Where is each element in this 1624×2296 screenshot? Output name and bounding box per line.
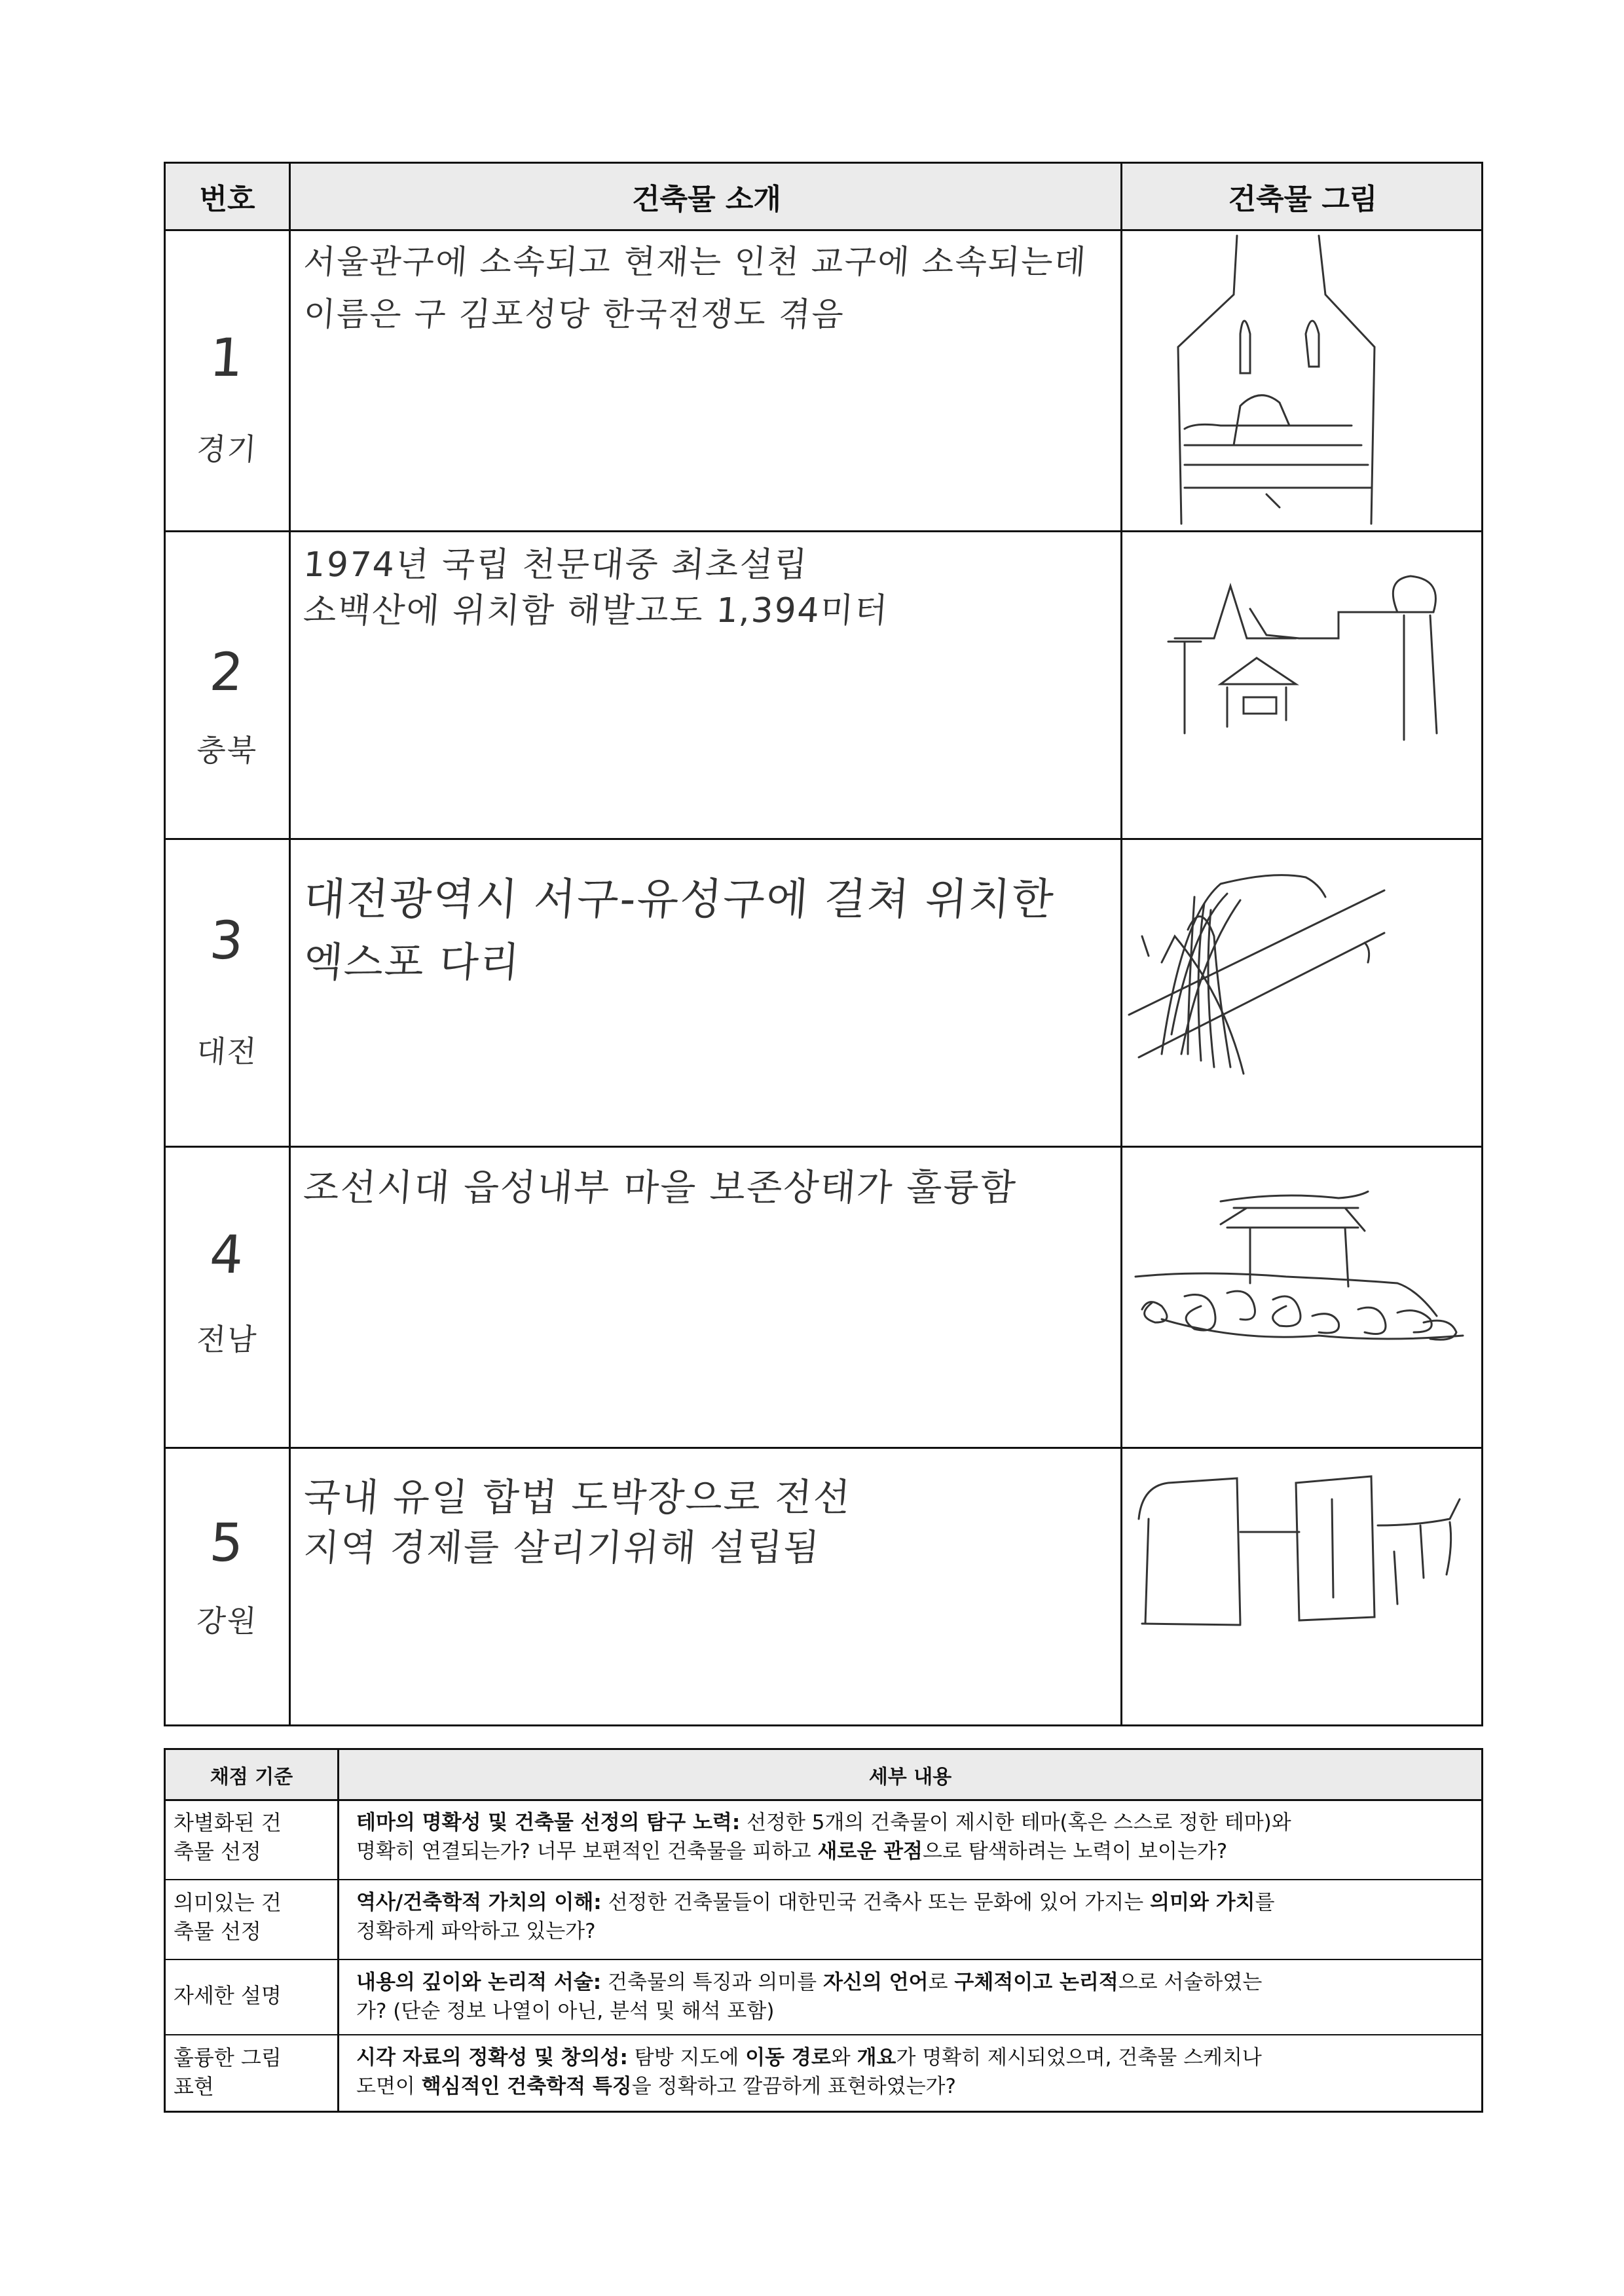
description-line: 소백산에 위치함 해발고도 1,394미터 bbox=[302, 591, 891, 630]
rubric-detail bbox=[337, 2034, 1481, 2111]
rubric-row bbox=[166, 1959, 1481, 2035]
rubric-text: 선정한 5개의 건축물이 제시한 테마(혹은 스스로 정한 테마)와 bbox=[740, 1811, 1291, 1834]
rubric-detail bbox=[337, 1879, 1481, 1959]
row-region: 전남 bbox=[195, 1322, 259, 1357]
rubric-criteria bbox=[166, 1959, 337, 2034]
rubric-emphasis: 테마의 명확성 및 건축물 선정의 탐구 노력: bbox=[356, 1811, 741, 1834]
row-region: 강원 bbox=[195, 1603, 259, 1639]
row-drawing-cell bbox=[1120, 1146, 1483, 1447]
bridge-sketch-icon bbox=[1122, 838, 1483, 1146]
table-header bbox=[166, 164, 1481, 231]
rubric-criteria-line: 표현 bbox=[174, 2074, 214, 2099]
row-number: 1 bbox=[208, 327, 247, 388]
row-description-cell bbox=[289, 838, 1122, 1146]
rubric-detail-line bbox=[356, 1837, 1468, 1866]
rubric-row bbox=[166, 1799, 1481, 1880]
description-line: 엑스포 다리 bbox=[302, 938, 523, 986]
rubric-criteria-line: 축물 선정 bbox=[174, 1839, 261, 1864]
rubric-emphasis: 핵심적인 건축학적 특징 bbox=[421, 2075, 632, 2098]
rubric-text: 도면이 bbox=[356, 2075, 422, 2098]
rubric-detail-line bbox=[356, 1968, 1468, 1997]
rubric-header-detail: 세부 내용 bbox=[337, 1750, 1481, 1799]
header-number: 번호 bbox=[199, 183, 255, 216]
rubric-criteria bbox=[166, 2034, 337, 2111]
row-drawing-cell bbox=[1120, 838, 1483, 1146]
row-description-cell bbox=[289, 229, 1122, 530]
rubric-emphasis: 개요 bbox=[857, 2046, 896, 2069]
row-region: 경기 bbox=[195, 431, 259, 467]
rubric-row bbox=[166, 1879, 1481, 1960]
row-drawing-cell bbox=[1120, 1447, 1483, 1724]
rubric-criteria-line: 차별화된 건 bbox=[174, 1810, 282, 1835]
rubric-detail bbox=[337, 1799, 1481, 1879]
description-line: 지역 경제를 살리기위해 설립됨 bbox=[302, 1527, 822, 1569]
rubric-criteria-line: 훌륭한 그림 bbox=[174, 2045, 282, 2070]
rubric-header bbox=[166, 1750, 1481, 1801]
table-row bbox=[166, 229, 1481, 532]
row-description-cell bbox=[289, 1447, 1122, 1724]
row-number: 3 bbox=[208, 910, 247, 971]
architecture-table bbox=[164, 162, 1483, 1726]
rubric-detail-line bbox=[356, 2072, 1468, 2101]
header-drawing: 건축물 그림 bbox=[1120, 164, 1483, 229]
rubric-emphasis: 구체적이고 논리적 bbox=[954, 1971, 1118, 1994]
row-region: 대전 bbox=[195, 1034, 259, 1069]
rubric-text: 건축물의 특징과 의미를 bbox=[601, 1971, 824, 1994]
description-line: 대전광역시 서구-유성구에 걸쳐 위치한 bbox=[301, 874, 1057, 924]
rubric-detail bbox=[337, 1959, 1481, 2034]
grading-rubric-table bbox=[164, 1748, 1483, 2113]
description-line: 조선시대 읍성내부 마을 보존상태가 훌륭함 bbox=[302, 1167, 1018, 1209]
rubric-text: 가? (단순 정보 나열이 아닌, 분석 및 해석 포함) bbox=[356, 1999, 775, 2023]
rubric-detail-line bbox=[356, 1997, 1468, 2026]
rubric-text: 탐방 지도에 bbox=[627, 2046, 746, 2069]
row-drawing-cell bbox=[1120, 530, 1483, 838]
description-line: 1974년 국립 천문대중 최초설립 bbox=[302, 545, 810, 585]
row-number-cell bbox=[166, 1447, 289, 1724]
rubric-emphasis: 시각 자료의 정확성 및 창의성: bbox=[356, 2046, 628, 2069]
rubric-emphasis: 역사/건축학적 가치의 이해: bbox=[356, 1891, 602, 1914]
rubric-text: 를 bbox=[1255, 1891, 1275, 1914]
rubric-text: 정확하게 파악하고 있는가? bbox=[356, 1920, 596, 1943]
rubric-row bbox=[166, 2034, 1481, 2111]
table-row bbox=[166, 1146, 1481, 1449]
header-intro: 건축물 소개 bbox=[289, 164, 1122, 229]
row-region: 충북 bbox=[195, 733, 259, 768]
rubric-criteria-line: 의미있는 건 bbox=[174, 1890, 282, 1915]
table-row bbox=[166, 530, 1481, 840]
row-number: 2 bbox=[208, 642, 247, 702]
rubric-emphasis: 이동 경로 bbox=[745, 2046, 831, 2069]
gate-sketch-icon bbox=[1122, 1146, 1483, 1447]
row-number-cell bbox=[166, 229, 289, 530]
rubric-detail-line bbox=[356, 2043, 1468, 2072]
rubric-text: 와 bbox=[830, 2046, 857, 2069]
rubric-criteria-line: 축물 선정 bbox=[174, 1919, 261, 1944]
row-number-cell bbox=[166, 838, 289, 1146]
rubric-emphasis: 의미와 가치 bbox=[1150, 1891, 1255, 1914]
table-row bbox=[166, 1447, 1481, 1724]
rubric-text: 명확히 연결되는가? 너무 보편적인 건축물을 피하고 bbox=[356, 1840, 818, 1863]
rubric-emphasis: 내용의 깊이와 논리적 서술: bbox=[356, 1971, 602, 1994]
casino-sketch-icon bbox=[1122, 1447, 1483, 1724]
cathedral-sketch-icon bbox=[1122, 229, 1483, 530]
rubric-criteria bbox=[166, 1799, 337, 1879]
rubric-header-criteria: 채점 기준 bbox=[210, 1765, 293, 1789]
rubric-text: 을 정확하고 깔끔하게 표현하였는가? bbox=[631, 2075, 956, 2098]
row-description-cell bbox=[289, 1146, 1122, 1447]
rubric-text: 선정한 건축물들이 대한민국 건축사 또는 문화에 있어 가지는 bbox=[601, 1891, 1151, 1914]
description-line: 서울관구에 소속되고 현재는 인천 교구에 소속되는데 bbox=[302, 243, 1088, 281]
rubric-detail-line bbox=[356, 1917, 1468, 1946]
observatory-sketch-icon bbox=[1122, 530, 1483, 838]
row-number-cell bbox=[166, 530, 289, 838]
rubric-text: 가 명확히 제시되었으며, 건축물 스케치나 bbox=[896, 2046, 1262, 2069]
table-row bbox=[166, 838, 1481, 1148]
rubric-text: 으로 탐색하려는 노력이 보이는가? bbox=[922, 1840, 1228, 1863]
row-number-cell bbox=[166, 1146, 289, 1447]
row-number: 5 bbox=[208, 1512, 247, 1573]
rubric-detail-line bbox=[356, 1808, 1468, 1837]
row-description-cell bbox=[289, 530, 1122, 838]
rubric-criteria bbox=[166, 1879, 337, 1959]
rubric-criteria-line: 자세한 설명 bbox=[174, 1983, 282, 2008]
rubric-text: 로 bbox=[928, 1971, 955, 1994]
rubric-emphasis: 자신의 언어 bbox=[823, 1971, 929, 1994]
description-line: 이름은 구 김포성당 한국전쟁도 겪음 bbox=[302, 295, 846, 333]
rubric-emphasis: 새로운 관점 bbox=[817, 1840, 923, 1863]
rubric-text: 으로 서술하였는 bbox=[1118, 1971, 1263, 1994]
rubric-detail-line bbox=[356, 1888, 1468, 1917]
row-drawing-cell bbox=[1120, 229, 1483, 530]
row-number: 4 bbox=[208, 1224, 247, 1285]
description-line: 국내 유일 합법 도박장으로 전선 bbox=[302, 1475, 853, 1520]
